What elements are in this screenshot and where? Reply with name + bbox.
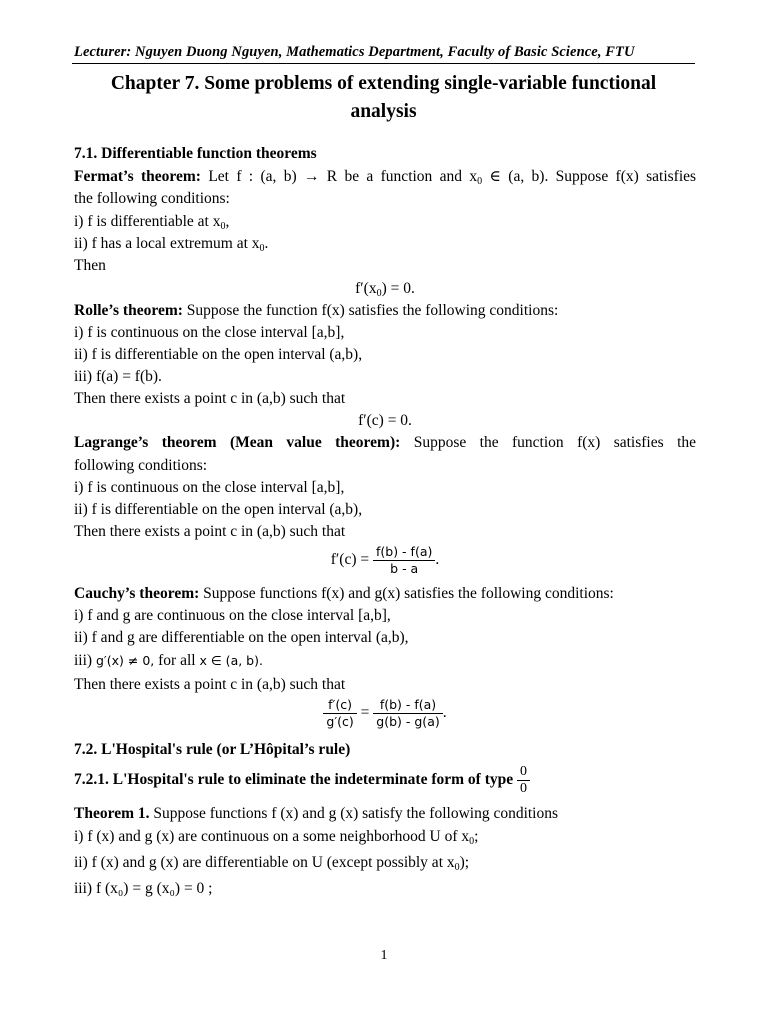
fermat-then: Then xyxy=(74,257,106,274)
lagrange-then: Then there exists a point c in (a,b) such that xyxy=(74,523,346,540)
section-7-2-heading: 7.2. L'Hospital's rule (or L’Hôpital’s rule) xyxy=(74,741,351,758)
chapter-title-line1: Chapter 7. Some problems of extending single-variable functional xyxy=(110,73,657,94)
cauchy-equation: $\frac{f'(c)}{g'(c)}$ = $\frac{f(b) - f(a)}{g(b) - g(a)}$ . xyxy=(74,697,696,730)
cauchy-cond-1: i) f and g are continuous on the close interval [a,b], xyxy=(74,607,391,624)
cauchy-cond-2: ii) f and g are differentiable on the open interval (a,b), xyxy=(74,629,409,646)
fermat-label: Fermat’s theorem: xyxy=(74,168,201,185)
rolle-then: Then there exists a point c in (a,b) such that xyxy=(74,390,346,407)
page-number: 1 xyxy=(380,948,388,963)
lagrange-equation: f′(c) = $\frac{f(b) - f(a)}{b - a}$ . xyxy=(330,544,440,576)
theorem-1-cond-1: i) f (x) and g (x) are continuous on a some neighborhood U of $x_0$; xyxy=(74,828,479,847)
rolle-cond-2: ii) f is differentiable on the open interval (a,b), xyxy=(74,346,363,363)
lagrange-cond-2: ii) f is differentiable on the open interval (a,b), xyxy=(74,501,363,518)
fermat-cond-2: ii) f has a local extremum at $x_0$. xyxy=(74,235,269,254)
theorem-1-cond-3: iii) f (x₀) = g (x₀) = 0 ; xyxy=(74,880,213,897)
fermat-equation: $f'(x_0) = 0$. xyxy=(355,280,415,299)
chapter-title xyxy=(72,70,695,126)
cauchy-intro: Cauchy’s theorem: Suppose functions f(x) and g(x) satisfies the following conditions: xyxy=(74,585,614,602)
lagrange-intro: Lagrange’s theorem (Mean value theorem): Suppose the function f(x) satisfies the xyxy=(74,434,697,451)
cauchy-label: Cauchy’s theorem: xyxy=(74,585,200,602)
cauchy-left-fraction: $\frac{f'(c)}{g'(c)}$ xyxy=(323,697,356,730)
lecturer-header: Lecturer: Nguyen Duong Nguyen, Mathematics Department, Faculty of Basic Science, FTU xyxy=(74,44,635,60)
theorem-1-label: Theorem 1. xyxy=(74,805,150,822)
cauchy-cond-3: iii) g′(x) ≠ 0, for all x ∈ (a, b). xyxy=(74,652,263,669)
lagrange-cond-1: i) f is continuous on the close interval [a,b], xyxy=(74,479,345,496)
rolle-cond-3: iii) f(a) = f(b). xyxy=(74,368,162,385)
cauchy-right-fraction: $\frac{f(b) - f(a)}{g(b) - g(a)}$ xyxy=(373,697,442,730)
fermat-intro: Fermat’s theorem: Let f : (a, b) → R be a function and $x_0$ ∈ (a, b). Suppose f(x) satisfies xyxy=(74,168,697,187)
lagrange-label: Lagrange’s theorem (Mean value theorem): xyxy=(74,434,401,451)
chapter-title-line2: analysis xyxy=(350,101,417,122)
rolle-label: Rolle’s theorem: xyxy=(74,302,183,319)
header-rule xyxy=(72,63,695,64)
rolle-intro: Rolle’s theorem: Suppose the function f(x) satisfies the following conditions: xyxy=(74,302,559,319)
theorem-1-cond-2: ii) f (x) and g (x) are differentiable on U (except possibly at $x_0$); xyxy=(74,854,470,873)
section-7-1-heading: 7.1. Differentiable function theorems xyxy=(74,145,317,162)
rolle-cond-1: i) f is continuous on the close interval [a,b], xyxy=(74,324,345,341)
rolle-equation: f′(c) = 0. xyxy=(358,412,412,429)
fermat-cond-1: i) f is differentiable at $x_0$, xyxy=(74,213,230,232)
lagrange-cont: following conditions: xyxy=(74,457,208,474)
fermat-cont: the following conditions: xyxy=(74,190,230,207)
zero-over-zero: $\frac{0}{0}$ xyxy=(517,764,530,797)
cauchy-then: Then there exists a point c in (a,b) such that xyxy=(74,676,346,693)
section-7-2-1-heading: 7.2.1. L'Hospital's rule to eliminate the indeterminate form of type $\frac{0}{0}$ xyxy=(74,764,696,797)
theorem-1-intro: Theorem 1. Suppose functions f (x) and g (x) satisfy the following conditions xyxy=(74,805,559,822)
lagrange-fraction: $\frac{f(b) - f(a)}{b - a}$ xyxy=(373,544,435,577)
